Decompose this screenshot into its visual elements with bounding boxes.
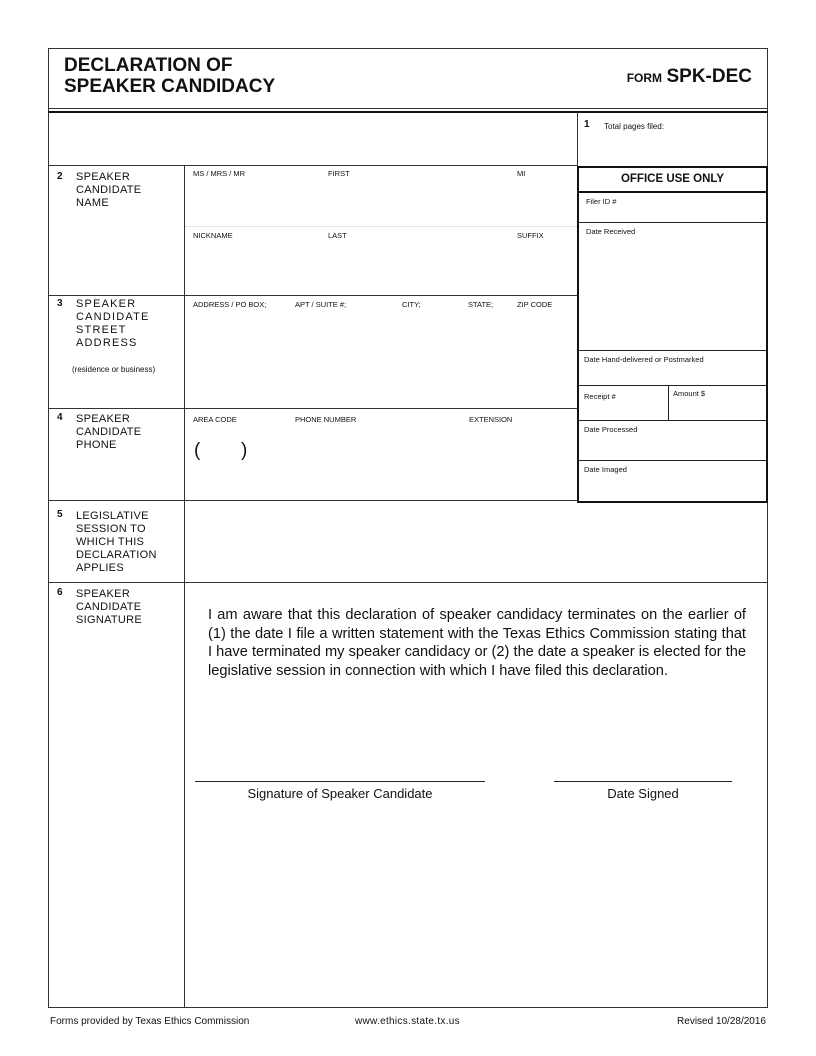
section-number: 2 [57,171,63,182]
field-label: PHONE NUMBER [295,415,357,424]
name-first-input[interactable] [188,180,573,222]
date-imaged-label: Date Imaged [584,465,627,474]
paren-close: ) [241,440,248,461]
header-divider-thick [48,111,768,113]
section-note: (residence or business) [72,365,156,374]
address-input[interactable] [188,312,573,402]
form-prefix: FORM [626,71,663,85]
section-label: SPEAKER CANDIDATE NAME [76,171,142,209]
office-use-title: OFFICE USE ONLY [620,173,725,185]
declaration-statement: I am aware that this declaration of speaker candidacy terminates on the earlier of (1) the date I file a written statement with the Texas Ethics Commission stating that I have terminated my speaker candidacy or (2) the date a speaker is elected for the legislative session in connection with which I have filed this declaration. [208,607,746,679]
name-last-input[interactable] [188,242,573,290]
total-pages-field[interactable] [600,132,760,162]
divider [185,226,577,227]
phone-input[interactable] [188,428,573,496]
footer-revised: Revised 10/28/2016 [677,1016,766,1027]
section-number: 5 [57,509,63,520]
section-label: SPEAKER CANDIDATE PHONE [76,413,142,451]
field-label: ADDRESS / PO BOX; [193,300,267,309]
field-label: FIRST [328,169,350,178]
section-number: 4 [57,412,63,423]
section-label: SPEAKER CANDIDATE STREET ADDRESS [76,298,150,349]
date-processed-label: Date Processed [584,425,638,434]
section-number: 3 [57,298,63,309]
date-signed-label: Date Signed [607,786,679,801]
signature-label: Signature of Speaker Candidate [247,786,433,801]
header-divider [48,108,768,109]
office-use-box [577,166,768,503]
signature-line[interactable] [195,752,485,782]
section-number: 6 [57,587,63,598]
field-label: MI [517,169,526,178]
title-line-2: SPEAKER CANDIDACY [64,76,276,97]
field-label: SUFFIX [517,231,544,240]
section-label: LEGISLATIVE SESSION TO WHICH THIS DECLARATION APPLIES [76,510,157,574]
divider [48,408,578,409]
footer-provider: Forms provided by Texas Ethics Commission [50,1016,250,1027]
total-pages-label: Total pages filed: [604,122,665,131]
divider [48,165,578,166]
amount-label: Amount $ [673,389,706,398]
footer-website[interactable]: www.ethics.state.tx.us [355,1016,460,1027]
divider [184,165,185,1008]
divider [48,500,578,501]
form-code [627,66,752,88]
section-number: 1 [584,119,590,130]
field-label: STATE; [468,300,494,309]
paren-open: ( [194,440,201,461]
field-label: APT / SUITE #; [295,300,347,309]
field-label: CITY; [402,300,421,309]
form-title [64,55,275,97]
divider [48,295,578,296]
field-label: LAST [328,231,347,240]
divider [577,112,578,167]
date-received-label: Date Received [586,227,636,236]
field-label: NICKNAME [193,231,233,240]
field-label: AREA CODE [193,415,237,424]
date-hand-label: Date Hand-delivered or Postmarked [584,355,704,364]
field-label: ZIP CODE [517,300,553,309]
filer-id-label: Filer ID # [586,197,617,206]
date-signed-line[interactable] [554,752,732,782]
field-label: EXTENSION [469,415,513,424]
section-label: SPEAKER CANDIDATE SIGNATURE [76,588,143,626]
form-code-value: SPK-DEC [666,66,752,87]
legislative-session-input[interactable] [188,506,763,578]
title-line-1: DECLARATION OF [64,55,233,76]
divider [48,582,768,583]
receipt-label: Receipt # [584,392,616,401]
field-label: MS / MRS / MR [193,169,246,178]
